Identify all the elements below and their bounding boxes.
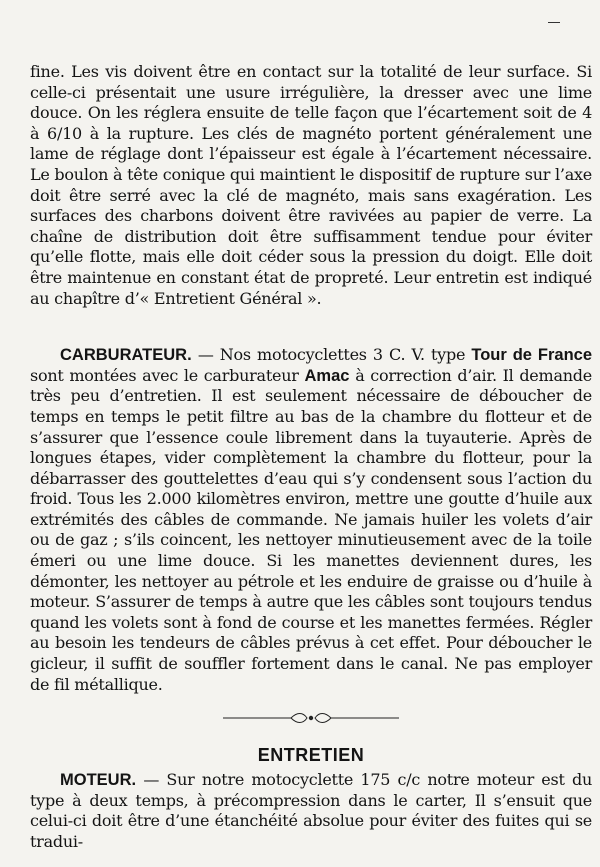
moteur-text: — Sur notre motocyclette 175 c/c notre moteur est du type à deux temps, à précompression dans le carter, Il s’ensuit que celui-ci doit être d’une étanchéité absolue pour éviter des fuites qui se tradui- <box>30 770 592 851</box>
ornament-divider <box>221 711 401 725</box>
document-page <box>30 62 592 853</box>
ornament-divider-icon <box>221 711 401 725</box>
brand-amac: Amac <box>304 366 350 385</box>
carburateur-lead: CARBURATEUR. <box>60 346 192 365</box>
paragraph-carburateur <box>30 345 592 695</box>
paragraph-magneto: fine. Les vis doivent être en contact sur la totalité de leur surface. Si celle-ci présentait une usure irrégulière, la dresser avec une lime douce. On les réglera ensuite de telle façon que l’écartement soit de 4 à 6/10 à la rupture. Les clés de magnéto portent généralement une lame de réglage dont l’épaisseur est égale à l’écartement nécessaire. Le boulon à tête conique qui maintient le dispositif de rupture sur l’axe doit être serré avec la clé de magnéto, mais sans exagération. Les surfaces des charbons doivent être ravivées au papier de verre. La chaîne de distribution doit être suffisamment tendue pour éviter qu’elle flotte, mais elle doit céder sous la pression du doigt. Elle doit être maintenue en constant état de propreté. Leur entretin est indiqué au chapître d’« Entretient Général ». <box>30 62 593 308</box>
carburateur-text-2: sont montées avec le carburateur <box>30 365 305 385</box>
moteur-lead: MOTEUR. <box>60 771 137 790</box>
brand-tour-de-france: Tour de France <box>471 346 593 365</box>
paragraph-moteur <box>30 770 592 852</box>
page-edge-mark <box>548 22 560 23</box>
carburateur-text-1: — Nos motocyclettes 3 C. V. type <box>191 345 472 365</box>
section-heading: ENTRETIEN <box>257 745 365 766</box>
carburateur-text-3: à correction d’air. Il demande très peu d’entretien. Il est seulement nécessaire de déboucher de temps en temps le petit filtre au bas de la chambre du flotteur et de s’assurer que l’essence coule librement dans la tuyauterie. Après de longues étapes, vider complètement la chambre du flotteur, pour la débarrasser des gouttelettes d’eau qui s’y condensent sous l’action du froid. Tous les 2.000 kilomètres environ, mettre une goutte d’huile aux extrémités des câbles de commande. Ne jamais huiler les volets d’air ou de gaz ; s’ils coincent, les nettoyer minutieusement avec de la toile émeri ou une lime douce. Si les manettes deviennent dures, les démonter, les nettoyer au pétrole et les enduire de graisse ou d’huile à moteur. S’assurer de temps à autre que les câbles sont toujours tendus quand les volets sont à fond de course et les manettes fermées. Régler au besoin les tendeurs de câbles prévus à cet effet. Pour déboucher le gicleur, il suffit de souffler fortement dans le canal. Ne pas employer de fil métallique. <box>30 365 593 694</box>
